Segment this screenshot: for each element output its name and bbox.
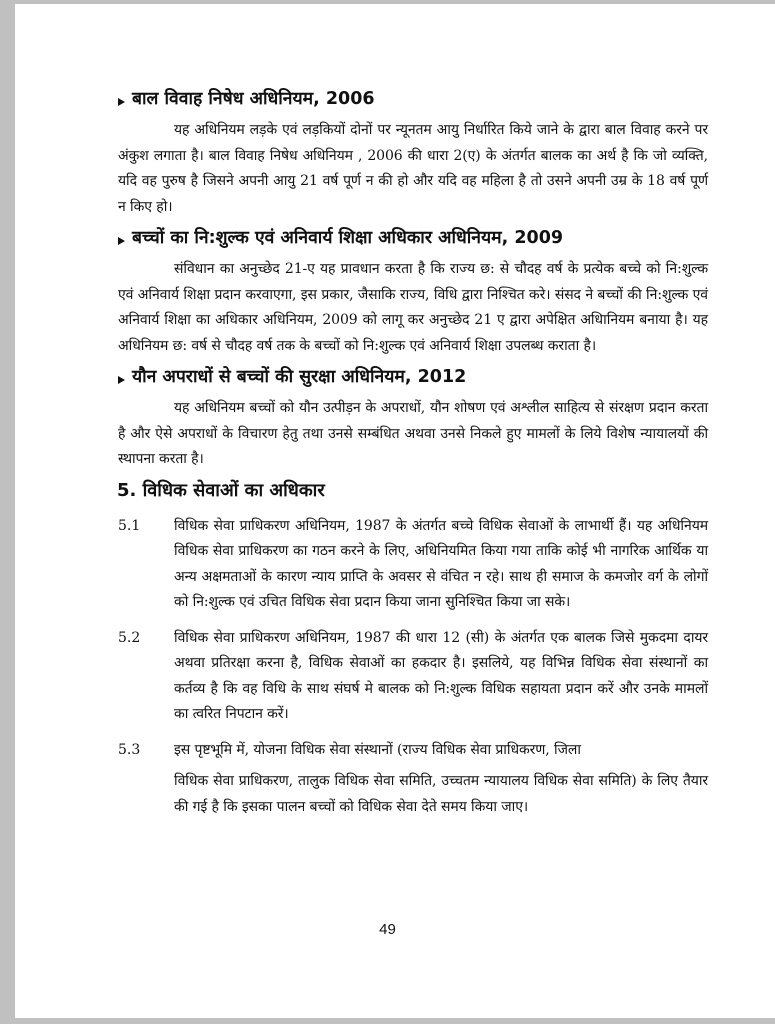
page-number: 49 [379, 921, 396, 938]
heading-text: बच्चों का नि:शुल्क एवं अनिवार्य शिक्षा अधिकार अधिनियम, 2009 [132, 228, 564, 248]
item-text-rest: विधिक सेवा प्राधिकरण, तालुक विधिक सेवा समिति, उच्चतम न्यायालय विधिक सेवा समिति) के लिए तैयार की गई है कि इसका पालन बच्चों को विधिक सेवा देते समय किया जाए। [174, 773, 708, 815]
section-heading-legal-services: 5. विधिक सेवाओं का अधिकार [117, 479, 325, 501]
heading-text: यौन अपराधों से बच्चों की सुरक्षा अधिनियम, 2012 [132, 367, 467, 387]
heading-text: बाल विवाह निषेध अधिनियम, 2006 [132, 89, 375, 109]
item-number: 5.2 [118, 629, 141, 646]
heading-child-marriage-act [118, 84, 708, 114]
bullet-triangle-icon [118, 98, 125, 106]
numbered-item-5-1 [118, 514, 708, 616]
heading-rte-act [118, 223, 708, 253]
item-text [174, 738, 708, 821]
paragraph-child-marriage-act: यह अधिनियम लड़के एवं लड़कियों दोनों पर न्यूनतम आयु निर्धारित किये जाने के द्वारा बाल विवाह करने पर अंकुश लगाता है। बाल विवाह निषेध अधिनियम , 2006 की धारा 2(ए) के अंतर्गत बालक का अर्थ है कि जो व्यक्ति, यदि वह पुरुष है जिसने अपनी आयु 21 वर्ष पूर्ण न की हो और यदि वह महिला है तो उसने अपनी उम्र के 18 वर्ष पूर्ण न किए हो। [118, 122, 708, 215]
item-text-first-line: इस पृष्टभूमि में, योजना विधिक सेवा संस्थानों (राज्य विधिक सेवा प्राधिकरण, जिला [174, 741, 581, 758]
paragraph-pocso-act: यह अधिनियम बच्चों को यौन उत्पीड़न के अपराधों, यौन शोषण एवं अश्लील साहित्य से संरक्षण प्रदान करता है और ऐसे अपराधों के विचारण हेतु तथा उनसे सम्बंधित अथवा उनसे निकले हुए मामलों के लिये विशेष न्यायालयों की स्थापना करता है। [118, 400, 708, 467]
item-number: 5.1 [118, 517, 141, 534]
page-content [118, 84, 708, 830]
bullet-triangle-icon [118, 376, 125, 384]
numbered-item-5-2 [118, 626, 708, 728]
item-text: विधिक सेवा प्राधिकरण अधिनियम, 1987 के अंतर्गत बच्चे विधिक सेवाओं के लाभार्थी हैं। यह अधिनियम विधिक सेवा प्राधिकरण का गठन करने के लिए, अधिनियमित किया गया ताकि कोई भी नागरिक आर्थिक या अन्य अक्षमताओं के कारण न्याय प्राप्ति के अवसर से वंचित न रहे। साथ ही समाज के कमजोर वर्ग के लोगों को नि:शुल्क एवं उचित विधिक सेवा प्रदान किया जाना सुनिश्चित किया जा सके। [174, 517, 708, 610]
item-number: 5.3 [118, 741, 141, 758]
document-page [15, 4, 775, 1018]
heading-pocso-act [118, 362, 708, 392]
paragraph-rte-act: संविधान का अनुच्छेद 21-ए यह प्रावधान करता है कि राज्य छ: से चौदह वर्ष के प्रत्येक बच्चे को नि:शुल्क एवं अनिवार्य शिक्षा प्रदान करवाएगा, इस प्रकार, जैसाकि राज्य, विधि द्वारा निश्चित करे। संसद ने बच्चों की नि:शुल्क एवं अनिवार्य शिक्षा का अधिकार अधिनियम, 2009 को लागू कर अनुच्छेद 21 ए द्वारा अपेक्षित अधिानियम बनाया है। यह अधिनियम छ: वर्ष से चौदह वर्ष तक के बच्चों को नि:शुल्क एवं अनिवार्य शिक्षा उपलब्ध कराता है। [118, 261, 708, 354]
bullet-triangle-icon [118, 237, 125, 245]
numbered-item-5-3 [118, 738, 708, 821]
item-text: विधिक सेवा प्राधिकरण अधिनियम, 1987 की धारा 12 (सी) के अंतर्गत एक बालक जिसे मुकदमा दायर अथवा प्रतिरक्षा करना है, विधिक सेवाओं का हकदार है। इसलिये, यह विभिन्न विधिक सेवा संस्थानों का कर्तव्य है कि वह विधि के साथ संघर्ष मे बालक को नि:शुल्क विधिक सहायता प्रदान करें और उनके मामलों का त्वरित निपटान करें। [174, 629, 708, 722]
